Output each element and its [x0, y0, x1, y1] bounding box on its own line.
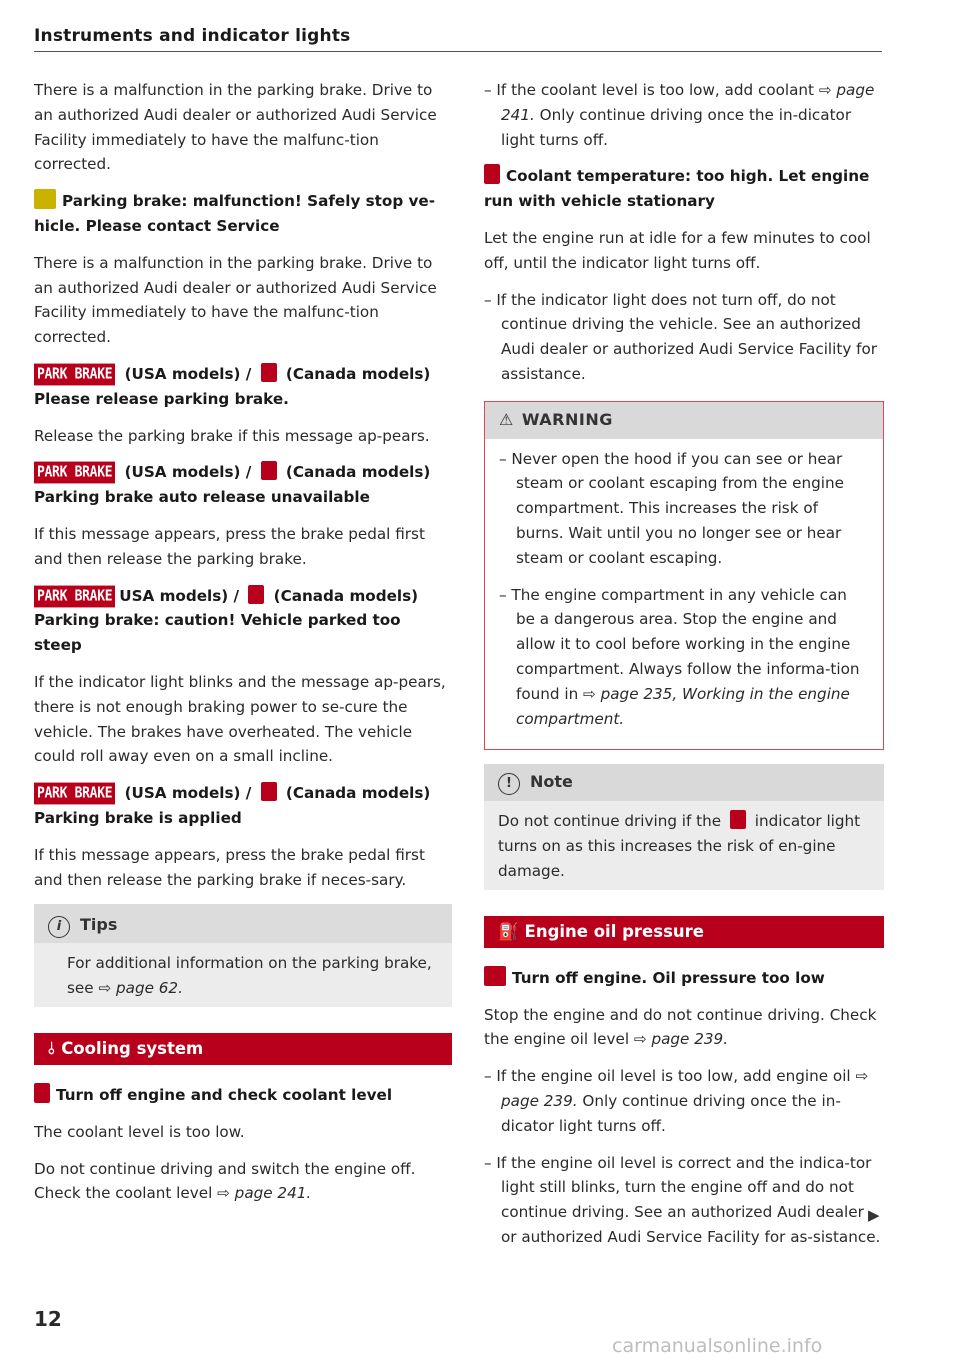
- info-icon: i: [48, 916, 70, 938]
- paragraph: The coolant level is too low.: [34, 1122, 245, 1141]
- paragraph: Stop the engine and do not continue driving. Check the engine oil level ⇨ page 239.: [484, 1005, 877, 1049]
- message-heading: PARK BRAKE (USA models) / (Canada models) Please release parking brake.: [34, 364, 431, 408]
- page-number: 12: [34, 1307, 62, 1331]
- coolant-red-icon: [34, 1083, 50, 1103]
- park-brake-indicator-icon: PARK BRAKE: [34, 585, 115, 607]
- coolant-red-icon: [730, 810, 746, 829]
- parking-brake-canada-icon: [248, 585, 264, 604]
- tips-box: [34, 904, 452, 1007]
- warning-body: [485, 439, 883, 750]
- parking-brake-canada-icon: [261, 461, 277, 480]
- page-reference-link[interactable]: ⇨ page 239.: [501, 1067, 869, 1110]
- parking-brake-canada-icon: [261, 363, 277, 382]
- list-item: – If the engine oil level is too low, add engine oil ⇨ page 239. Only continue driving once the in-dicator light turns off.: [484, 1067, 869, 1135]
- paragraph: If the indicator light blinks and the message ap-pears, there is not enough braking power to se-cure the vehicle. The brakes have overheated. The vehicle could roll away even on a small incline.: [34, 672, 446, 766]
- parking-brake-yellow-icon: [34, 189, 56, 209]
- coolant-temperature-icon: ⫰: [48, 1038, 56, 1058]
- section-heading-cooling: ⫰ Cooling system: [34, 1033, 452, 1065]
- left-column: [34, 78, 452, 1218]
- caution-icon: !: [498, 773, 520, 795]
- paragraph: If this message appears, press the brake pedal first and then release the parking brake if neces-sary.: [34, 845, 425, 889]
- warning-header: ⚠ WARNING: [485, 402, 883, 439]
- list-item: – Never open the hood if you can see or hear steam or coolant escaping from the engine compartment. This increases the risk of burns. Wait until you no longer see or hear steam or coolant escaping.: [499, 449, 844, 567]
- watermark: carmanualsonline.info: [612, 1335, 823, 1357]
- coolant-red-icon: [484, 164, 500, 184]
- right-column: [484, 78, 884, 1262]
- parking-brake-canada-icon: [261, 782, 277, 801]
- page-reference-link[interactable]: ⇨ page 62.: [98, 979, 183, 998]
- message-heading: Coolant temperature: too high. Let engine run with vehicle stationary: [484, 164, 884, 214]
- continued-arrow-icon: ▶: [868, 1206, 880, 1224]
- warning-triangle-icon: ⚠: [499, 409, 514, 429]
- message-heading: PARK BRAKE (USA models) / (Canada models) Parking brake is applied: [34, 784, 431, 827]
- header-rule: [34, 51, 882, 52]
- oil-pressure-red-icon: [484, 966, 506, 986]
- page-reference-link[interactable]: ⇨ page 241.: [217, 1184, 312, 1203]
- message-heading: Turn off engine and check coolant level: [34, 1083, 452, 1108]
- list-item: – If the indicator light does not turn off, do not continue driving the vehicle. See an authorized Audi dealer or authorized Audi Service Facility for assistance.: [484, 290, 878, 383]
- oil-can-icon: ⛽: [498, 921, 519, 941]
- paragraph: There is a malfunction in the parking brake. Drive to an authorized Audi dealer or authorized Audi Service Facility immediately to have the malfunc-tion corrected.: [34, 81, 437, 174]
- message-heading: Turn off engine. Oil pressure too low: [484, 966, 884, 991]
- park-brake-indicator-icon: PARK BRAKE: [34, 783, 115, 805]
- park-brake-indicator-icon: PARK BRAKE: [34, 462, 115, 484]
- list-item: – If the coolant level is too low, add coolant ⇨ page 241. Only continue driving once the in-dicator light turns off.: [484, 81, 875, 149]
- paragraph: There is a malfunction in the parking brake. Drive to an authorized Audi dealer or authorized Audi Service Facility immediately to have the malfunc-tion corrected.: [34, 253, 437, 347]
- page-reference-link[interactable]: ⇨ page 235, Working in the engine compartment.: [516, 684, 850, 728]
- page-reference-link[interactable]: ⇨ page 239.: [633, 1030, 729, 1049]
- tips-body: For additional information on the parking brake, see ⇨ page 62.: [34, 943, 452, 1007]
- tips-header: i Tips: [34, 904, 452, 943]
- section-heading-oil-pressure: ⛽ Engine oil pressure: [484, 916, 884, 948]
- paragraph: Do not continue driving and switch the engine off. Check the coolant level ⇨ page 241.: [34, 1159, 416, 1203]
- note-header: ! Note: [484, 764, 884, 801]
- warning-box: [484, 401, 884, 751]
- paragraph: Let the engine run at idle for a few minutes to cool off, until the indicator light turns off.: [484, 228, 871, 272]
- paragraph: If this message appears, press the brake pedal first and then release the parking brake.: [34, 524, 425, 568]
- message-heading: PARK BRAKE USA models) / (Canada models) Parking brake: caution! Vehicle parked too steep: [34, 586, 419, 655]
- message-heading: PARK BRAKE (USA models) / (Canada models) Parking brake auto release unavailable: [34, 463, 431, 507]
- page-header: Instruments and indicator lights: [34, 26, 351, 46]
- note-box: [484, 764, 884, 889]
- park-brake-indicator-icon: PARK BRAKE: [34, 364, 115, 386]
- list-item: – The engine compartment in any vehicle can be a dangerous area. Stop the engine and allow it to cool before working in the engine compartment. Always follow the informa-tion found in ⇨ page 235, Working in the engine compartment.: [499, 585, 860, 728]
- note-body: Do not continue driving if the indicator light turns on as this increases the risk of en-gine damage.: [484, 801, 884, 889]
- page-reference-link[interactable]: ⇨ page 241.: [501, 81, 875, 124]
- paragraph: Release the parking brake if this message ap-pears.: [34, 426, 430, 445]
- list-item: – If the engine oil level is correct and the indica-tor light still blinks, turn the engine off and do not continue driving. See an authorized Audi dealer or authorized Audi Service Facility for as-sistance.: [484, 1153, 881, 1246]
- message-heading: Parking brake: malfunction! Safely stop ve-hicle. Please contact Service: [34, 189, 452, 239]
